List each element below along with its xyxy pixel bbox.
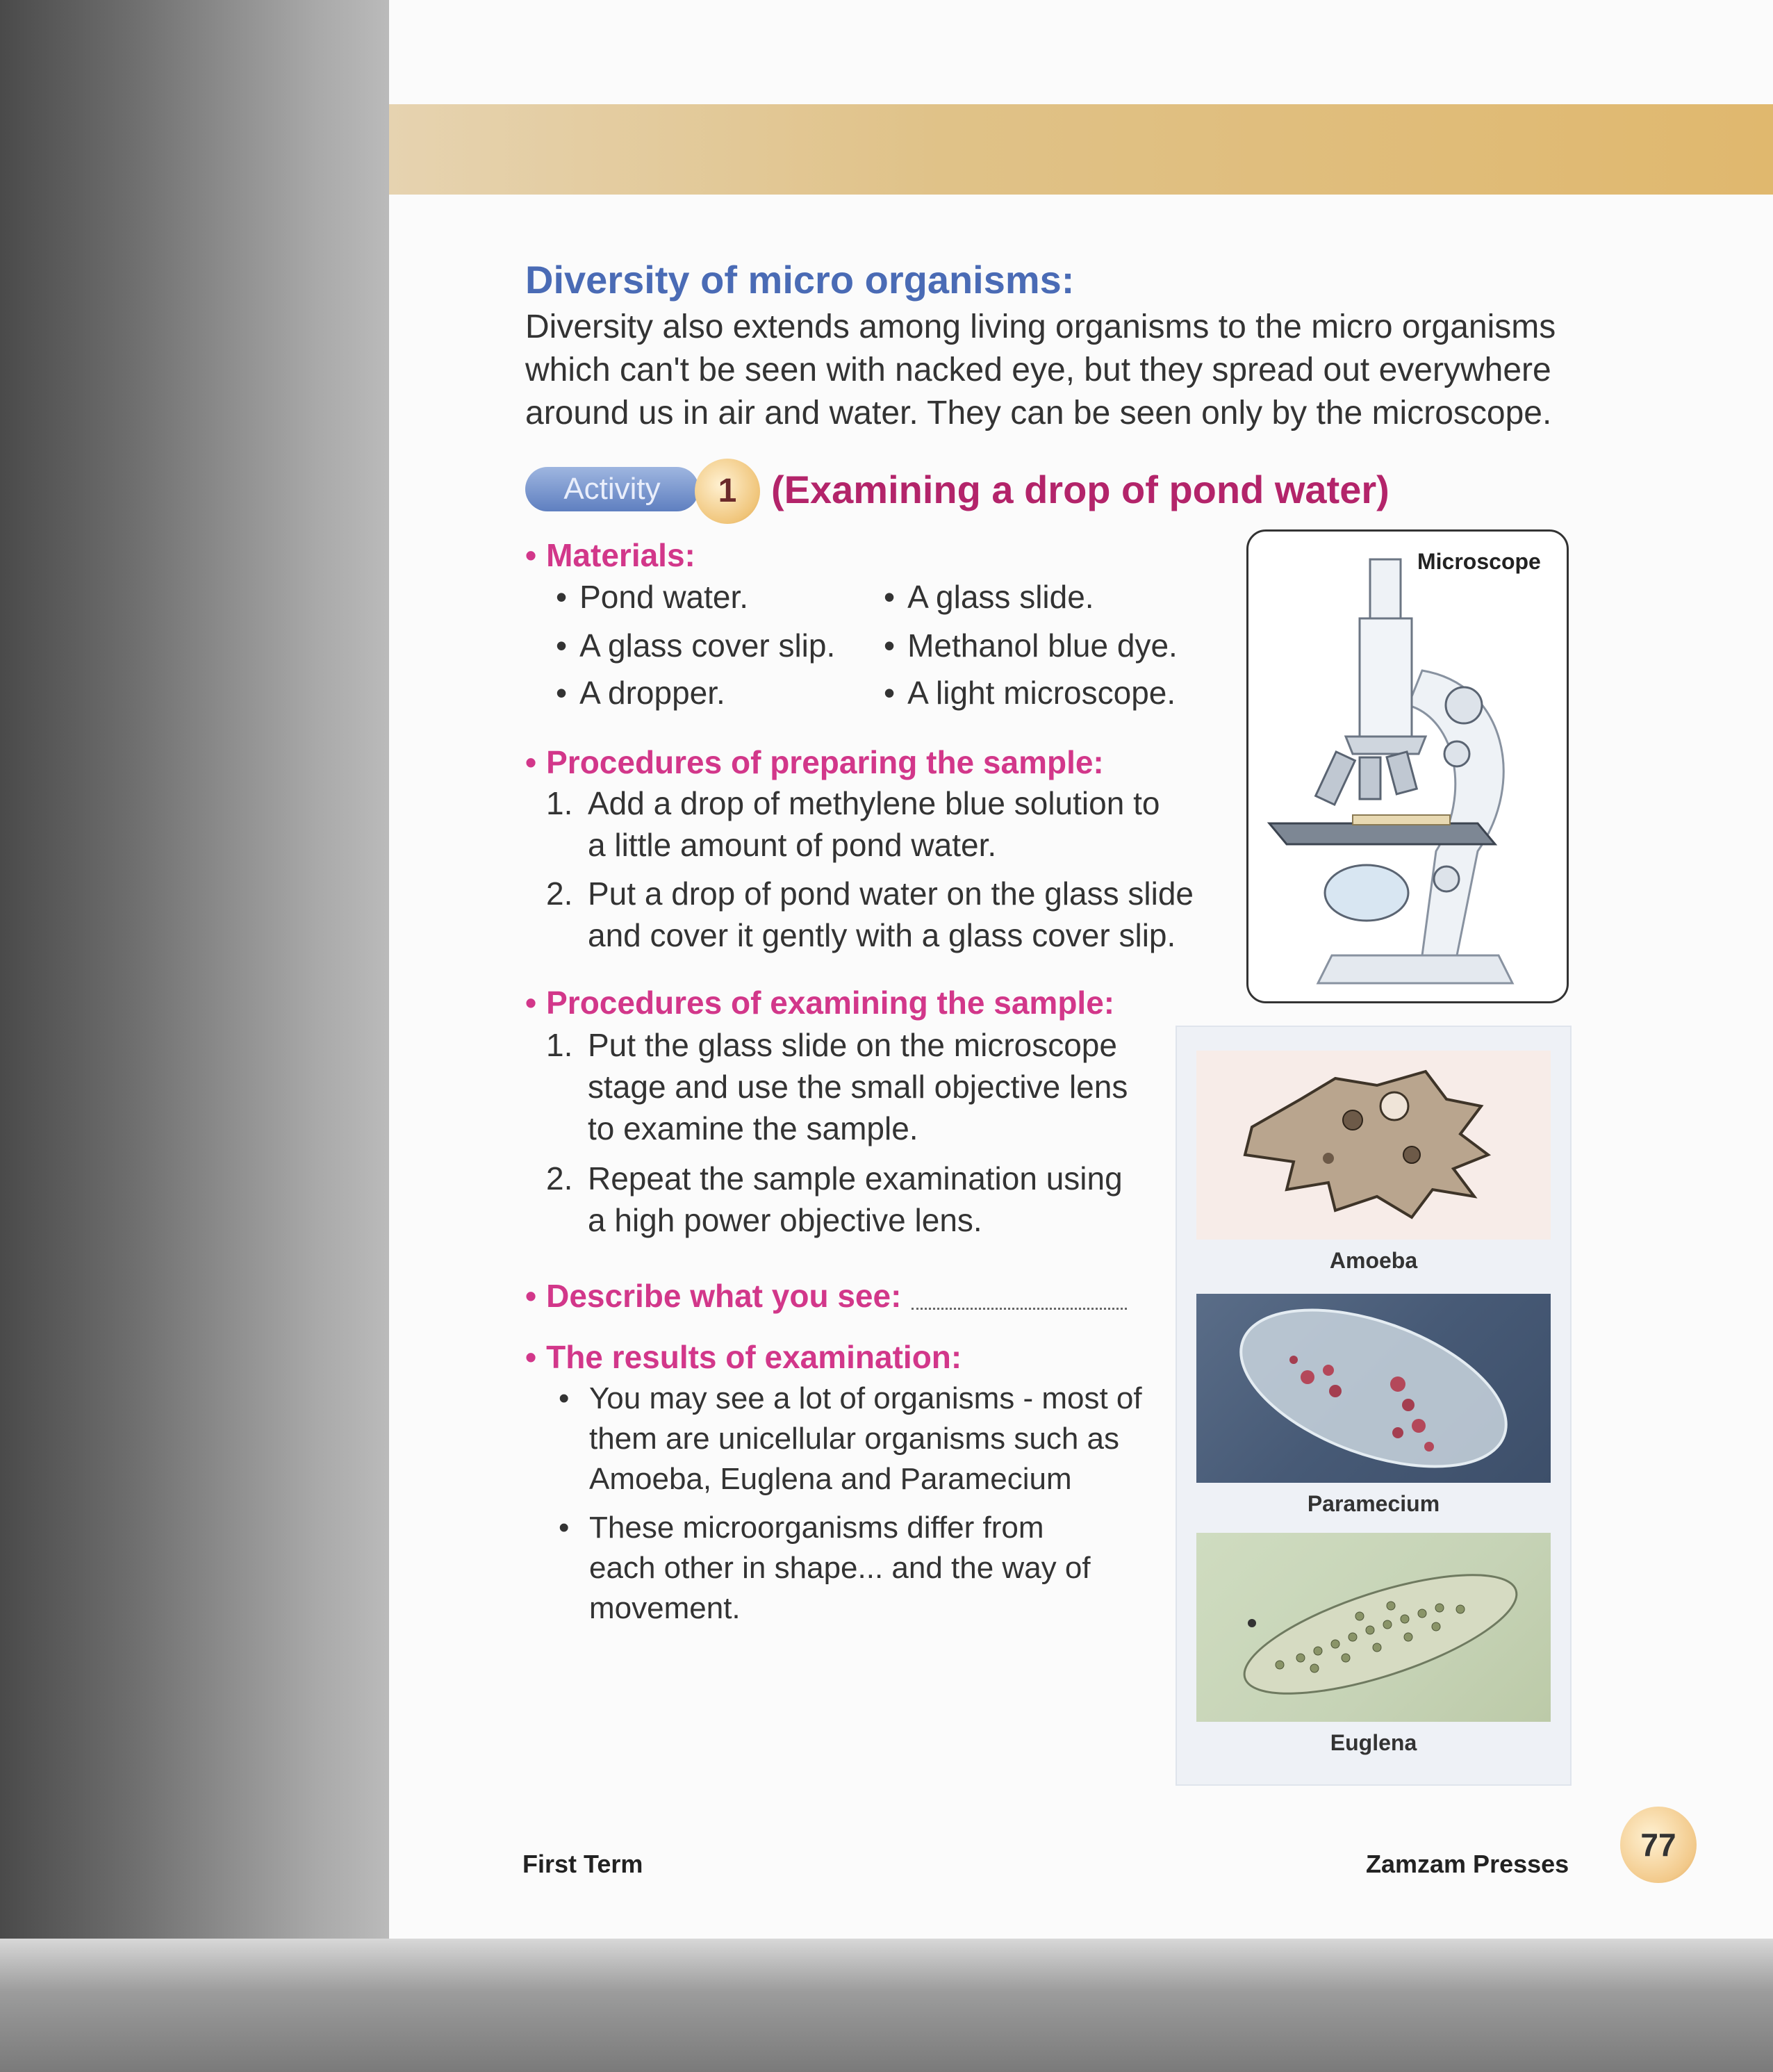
material-item: • Pond water. [556,579,749,615]
page-number: 77 [1620,1807,1697,1883]
preparing-step: 1. Add a drop of methylene blue solution to a little amount of pond water. [546,785,1160,863]
materials-heading: • Materials: [525,537,695,573]
preparing-heading: • Procedures of preparing the sample: [525,744,1104,780]
intro-paragraph: Diversity also extends among living organisms to the micro organisms which can't be seen with nacked eye, but they spread out everywhere around us in air and water. They can be seen only by the microscope. [525,309,1556,431]
microscope-icon [1248,532,1567,1001]
material-item: • A light microscope. [884,675,1176,711]
material-item: • A glass cover slip. [556,627,836,664]
amoeba-image [1196,1051,1551,1240]
describe-heading: • Describe what you see: [525,1278,902,1314]
euglena-caption: Euglena [1330,1730,1417,1755]
header-band [389,104,1773,195]
result-item: • You may see a lot of organisms - most of them are unicellular organisms such as Amoeba, Euglena and Paramecium [559,1381,1142,1496]
examining-heading: • Procedures of examining the sample: [525,985,1115,1021]
activity-label: Activity [525,467,699,511]
examining-step: 1. Put the glass slide on the microscope stage and use the small objective lens to examine the sample. [546,1027,1128,1146]
result-item: • These microorganisms differ from each other in shape... and the way of movement. [559,1511,1091,1625]
footer-term: First Term [522,1850,643,1878]
activity-number: 1 [695,459,760,524]
section-title: Diversity of micro organisms: [525,258,1075,302]
amoeba-caption: Amoeba [1329,1248,1418,1273]
paramecium-image [1196,1294,1551,1483]
bottom-shadow [0,1939,1773,2072]
answer-line[interactable] [912,1305,1127,1310]
results-heading: • The results of examination: [525,1339,962,1375]
paramecium-caption: Paramecium [1307,1491,1440,1516]
activity-title: (Examining a drop of pond water) [771,468,1389,511]
material-item: • Methanol blue dye. [884,627,1178,664]
microscope-caption: Microscope [1417,549,1541,574]
preparing-step: 2. Put a drop of pond water on the glass slide and cover it gently with a glass cover slip. [546,875,1194,953]
euglena-image [1196,1533,1551,1722]
footer-publisher: Zamzam Presses [1366,1850,1569,1878]
material-item: • A glass slide. [884,579,1094,615]
microscope-figure [1246,529,1569,1003]
material-item: • A dropper. [556,675,725,711]
examining-step: 2. Repeat the sample examination using a high power objective lens. [546,1160,1123,1238]
